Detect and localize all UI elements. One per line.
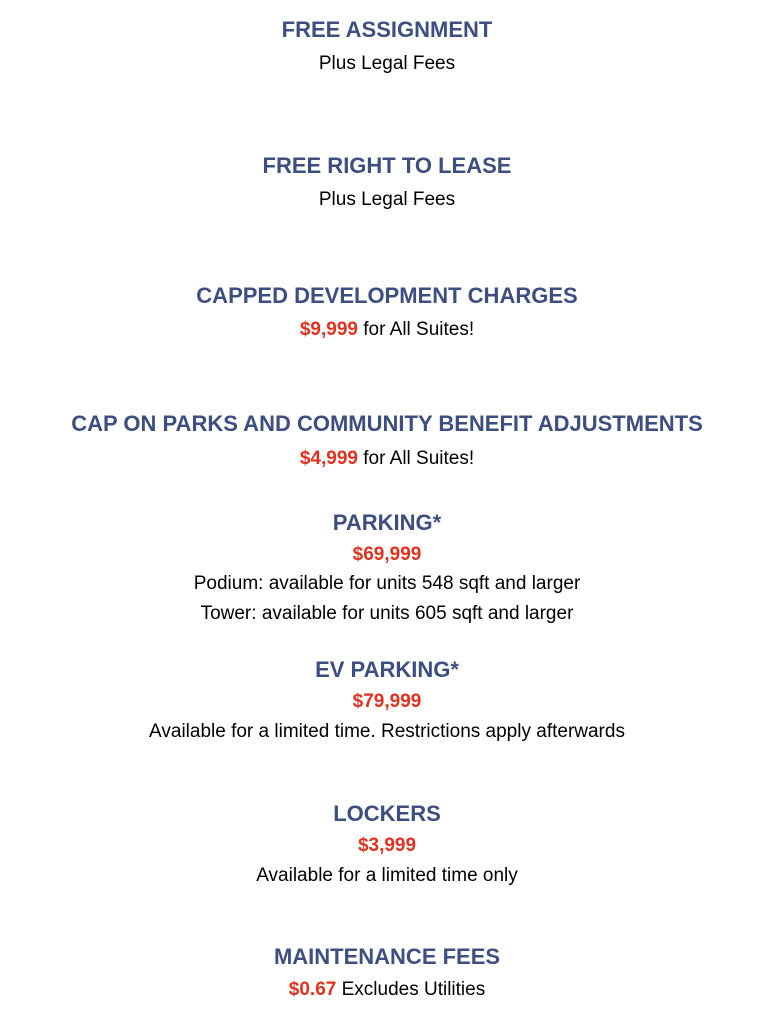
section-title-free-right-to-lease: FREE RIGHT TO LEASE <box>262 153 512 178</box>
section-detail-lockers: Available for a limited time only <box>256 865 518 886</box>
section-title-cap-on-parks: CAP ON PARKS AND COMMUNITY BENEFIT ADJUSTMENTS <box>71 411 703 436</box>
section-title-lockers: LOCKERS <box>333 801 441 826</box>
section-note-free-right-to-lease: Plus Legal Fees <box>318 189 456 210</box>
section-price-parking: $69,999 <box>352 544 422 565</box>
section-price-line-cap-on-parks <box>0 447 774 471</box>
section-price-line-maintenance-fees <box>0 978 774 1002</box>
section-title-ev-parking: EV PARKING* <box>315 657 459 682</box>
section-price-line-capped-development-charges <box>0 318 774 342</box>
section-price-ev-parking: $79,999 <box>352 691 422 712</box>
price-suffix: for All Suites! <box>363 319 475 340</box>
section-price-lockers: $3,999 <box>357 835 417 856</box>
price-suffix: for All Suites! <box>363 448 475 469</box>
section-detail-parking-tower: Tower: available for units 605 sqft and larger <box>200 603 574 624</box>
price-value: $9,999 <box>299 319 358 340</box>
price-suffix: Excludes Utilities <box>341 979 486 1000</box>
price-value: $4,999 <box>299 448 358 469</box>
section-detail-parking-podium: Podium: available for units 548 sqft and larger <box>193 573 581 594</box>
section-title-parking: PARKING* <box>332 510 442 535</box>
section-title-maintenance-fees: MAINTENANCE FEES <box>273 944 501 969</box>
section-note-free-assignment: Plus Legal Fees <box>318 53 456 74</box>
price-value: $0.67 <box>288 979 337 1000</box>
section-title-free-assignment: FREE ASSIGNMENT <box>281 17 493 42</box>
section-detail-ev-parking: Available for a limited time. Restrictions apply afterwards <box>149 721 625 742</box>
section-title-capped-development-charges: CAPPED DEVELOPMENT CHARGES <box>196 283 578 308</box>
